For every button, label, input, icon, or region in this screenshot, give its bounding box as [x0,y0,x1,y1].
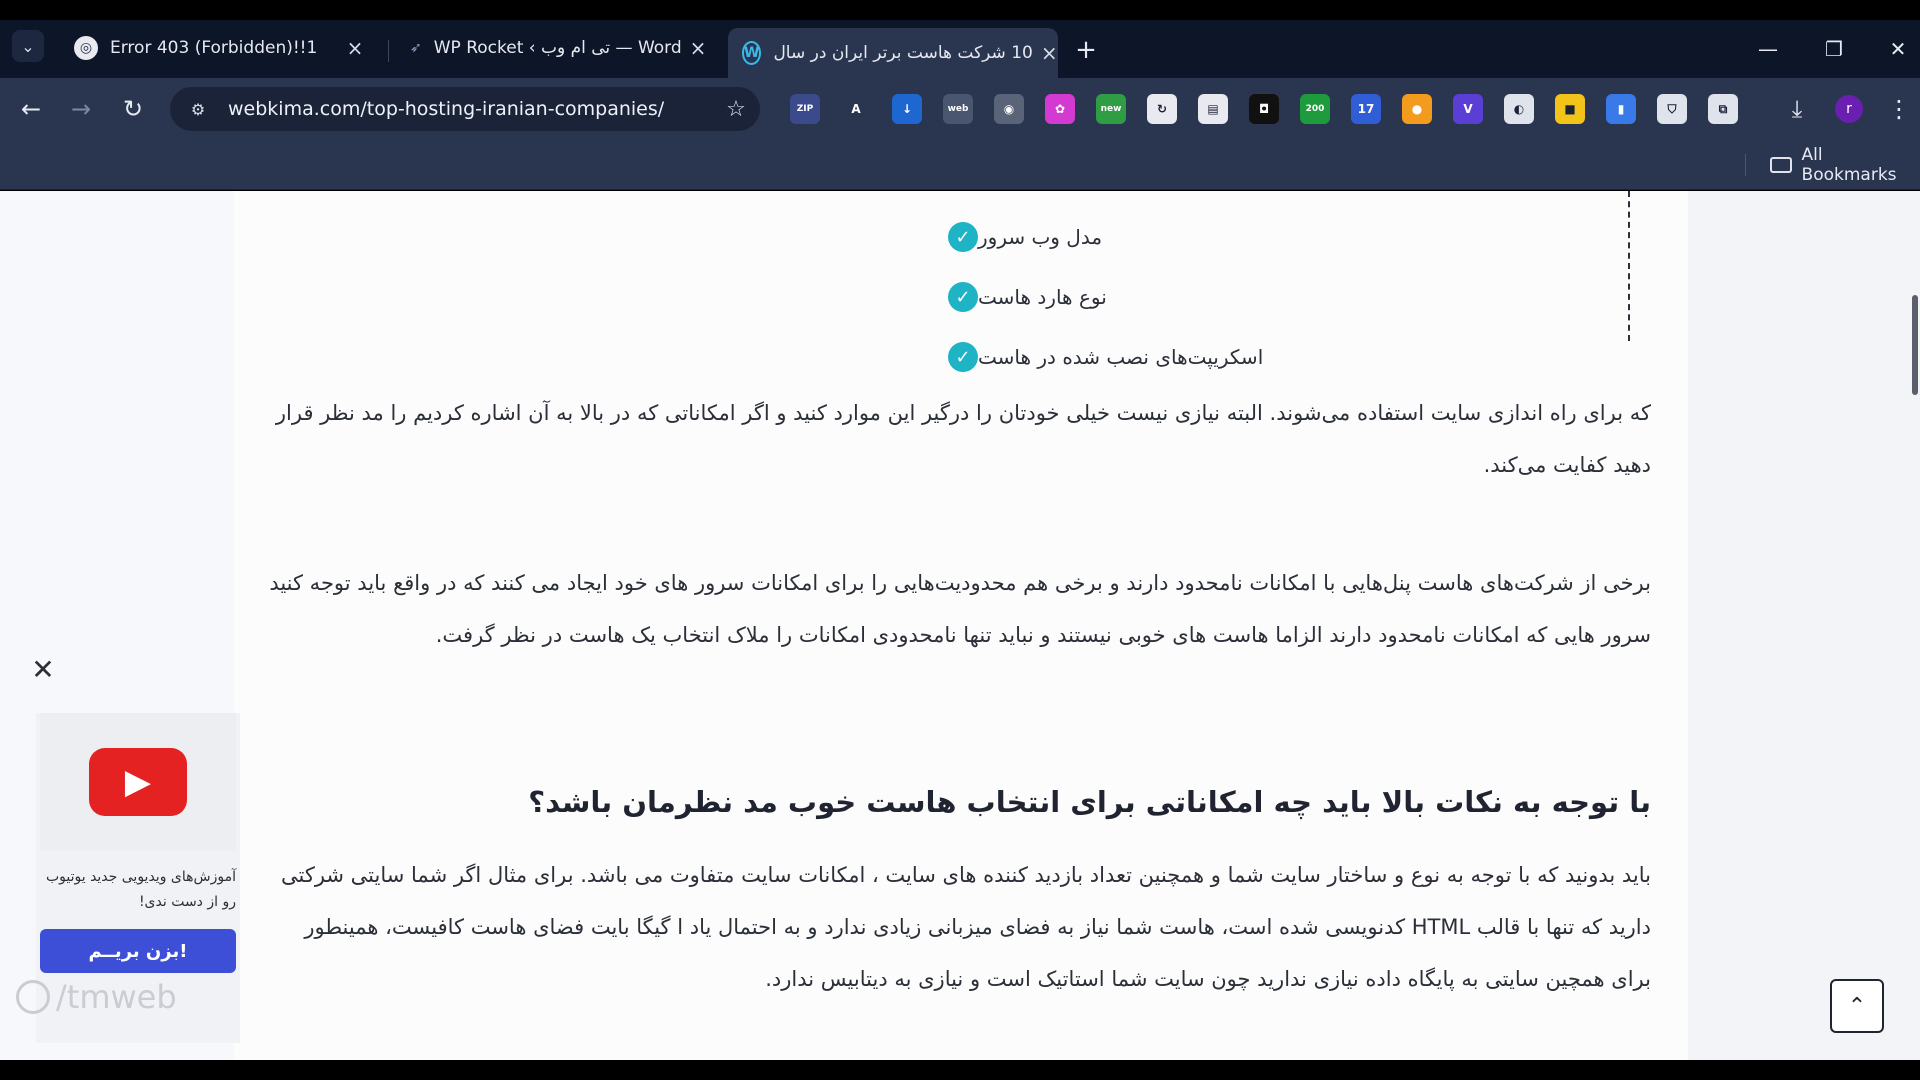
profile-button[interactable] [1832,92,1866,126]
download-icon: ⤓ [1791,95,1803,123]
tab-search-button[interactable] [12,30,44,62]
translate-icon[interactable]: A [841,94,871,124]
widget-cta-button[interactable]: بزن بریــم! [40,929,236,973]
downloads-button[interactable] [1780,92,1814,126]
new-tab-button[interactable] [1070,34,1102,66]
address-bar[interactable] [170,87,760,131]
scroll-to-top-button[interactable] [1830,979,1884,1033]
feature-checklist [938,207,1638,387]
reload-icon: ↻ [122,95,144,123]
dots-icon[interactable]: ● [1402,94,1432,124]
widget-text: آموزش‌های ویدیویی جدید یوتیوب رو از دست ندی! [45,869,236,910]
checklist-item-text: اسکریپت‌های نصب شده در هاست [978,345,1264,369]
watermark-text: /tmweb [56,978,177,1016]
paragraph: برخی از شرکت‌های هاست پنل‌هایی با امکانات نامحدود دارند و برخی هم محدودیت‌هایی را برای امکانات سرور های خود ایجاد می کنند که در واقع باید توجه کنید سرور هایی که امکانات نامحدود دارند الزاما هاست های خوبی نیستند و نباید تنها نامحدودی امکانات را ملاک انتخاب یک هاست در نظر گرفت. [269,571,1651,647]
new-badge-icon[interactable]: new [1096,94,1126,124]
restore-button[interactable] [1814,32,1854,66]
back-button[interactable] [14,92,48,126]
chevron-up-icon: ⌃ [1847,993,1867,1019]
all-bookmarks-label: All Bookmarks [1801,145,1897,185]
close-icon[interactable]: × [346,36,364,60]
url-text[interactable]: webkima.com/top-hosting-iranian-companies/ [228,98,665,120]
close-icon[interactable]: × [1040,41,1058,65]
web-page [0,191,1920,1060]
minimize-button[interactable] [1748,32,1788,66]
browser-toolbar [0,78,1920,140]
tab-title: Error 403 (Forbidden)!!1 [110,38,318,58]
grid-icon[interactable]: ▤ [1198,94,1228,124]
forward-button[interactable] [64,92,98,126]
paragraph: که برای راه اندازی سایت استفاده می‌شوند. البته نیازی نیست خیلی خودتان را درگیر این موارد کنید و اگر امکاناتی که در بالا به آن اشاره کردیم را مد نظر قرار دهید کفایت می‌کند. [275,401,1651,477]
menu-button[interactable] [1882,92,1916,126]
avatar: r [1835,95,1863,123]
close-icon[interactable]: × [689,36,707,60]
check-circle-icon: ✓ [948,222,978,252]
status-200-icon[interactable]: 200 [1300,94,1330,124]
tab-strip [0,20,1920,78]
site-info-icon[interactable]: ⚙ [190,99,206,119]
dark-square-icon[interactable]: ◘ [1249,94,1279,124]
minimize-icon: — [1758,37,1778,61]
reload-button[interactable] [116,92,150,126]
arrow-right-icon: → [70,95,92,123]
chevron-down-icon: ⌄ [21,36,35,56]
restore-icon: ❐ [1825,37,1843,61]
folder-icon [1770,157,1792,173]
arrow-left-icon: ← [20,95,42,123]
youtube-card[interactable] [40,713,236,851]
close-window-button[interactable] [1878,32,1918,66]
camera-icon[interactable]: ◉ [994,94,1024,124]
plus-icon: + [1075,35,1097,65]
webkima-w-icon: W [742,41,761,65]
scrollbar-thumb[interactable] [1912,295,1918,395]
tab-wp-rocket[interactable] [396,28,716,68]
watermark [16,977,177,1017]
close-icon: ✕ [31,652,55,686]
calendar-17-icon[interactable]: 17 [1351,94,1381,124]
screen-bottom-edge [0,1060,1920,1080]
web-icon[interactable]: web [943,94,973,124]
paragraph: باید بدونید که با توجه به نوع و ساختار سایت شما و همچنین تعداد بازدید کننده های سایت ، امکانات سایت متفاوت می باشد. برای مثال اگر شما سایتی شرکتی دارید که تنها با قالب HTML کدنویسی شده است، هاست شما نیاز به فضای میزبانی زیادی ندارد و به احتمال یاد ا گیگا بایت فضای هاست کافیست، همینطور برای همچین سایتی به پایگاه داده نیازی ندارید چون سایت شما استاتیک است و نیازی به دیتابیس ندارد. [280,863,1651,991]
right-gutter [1688,191,1920,1060]
zip-icon[interactable]: ZIP [790,94,820,124]
download-arrow-icon[interactable]: ↓ [892,94,922,124]
checklist-item [938,327,1638,387]
globe-icon: ◎ [74,36,98,60]
pacman-icon[interactable]: ◐ [1504,94,1534,124]
bookmarks-bar [0,140,1920,190]
close-icon: ✕ [1889,37,1907,61]
rocket-icon: ➶ [410,36,422,60]
check-circle-icon: ✓ [948,282,978,312]
section-heading: با توجه به نکات بالا باید چه امکاناتی برای انتخاب هاست خوب مد نظرمان باشد؟ [528,785,1651,819]
watermark-logo-icon [16,980,50,1014]
tab-title: 10 شرکت هاست برتر ایران در سال [773,43,1033,63]
checklist-item-text: نوع هارد هاست [978,285,1107,309]
tab-separator [388,40,389,62]
refresh-box-icon[interactable]: ↻ [1147,94,1177,124]
youtube-play-icon: ▶ [89,748,187,816]
tab-title: WP Rocket ‹ تی ام وب — Word [433,38,682,58]
color-wheel-icon[interactable]: ✿ [1045,94,1075,124]
yellow-box-icon[interactable]: ■ [1555,94,1585,124]
shield-icon[interactable]: ⛉ [1657,94,1687,124]
bookmark-star-icon[interactable]: ☆ [726,96,746,122]
tab-webkima[interactable] [728,28,1058,78]
checklist-item [938,267,1638,327]
book-icon[interactable]: ▮ [1606,94,1636,124]
puzzle-icon[interactable]: ⧉ [1708,94,1738,124]
check-circle-icon: ✓ [948,342,978,372]
kebab-menu-icon: ⋮ [1887,95,1911,123]
all-bookmarks-button[interactable] [1770,145,1920,185]
checklist-item-text: مدل وب سرور [978,225,1103,249]
v-icon[interactable]: V [1453,94,1483,124]
checklist-item [938,207,1638,267]
widget-close-button[interactable] [30,652,56,686]
bookmarks-separator [1745,154,1746,176]
tab-error-403[interactable] [60,28,380,68]
